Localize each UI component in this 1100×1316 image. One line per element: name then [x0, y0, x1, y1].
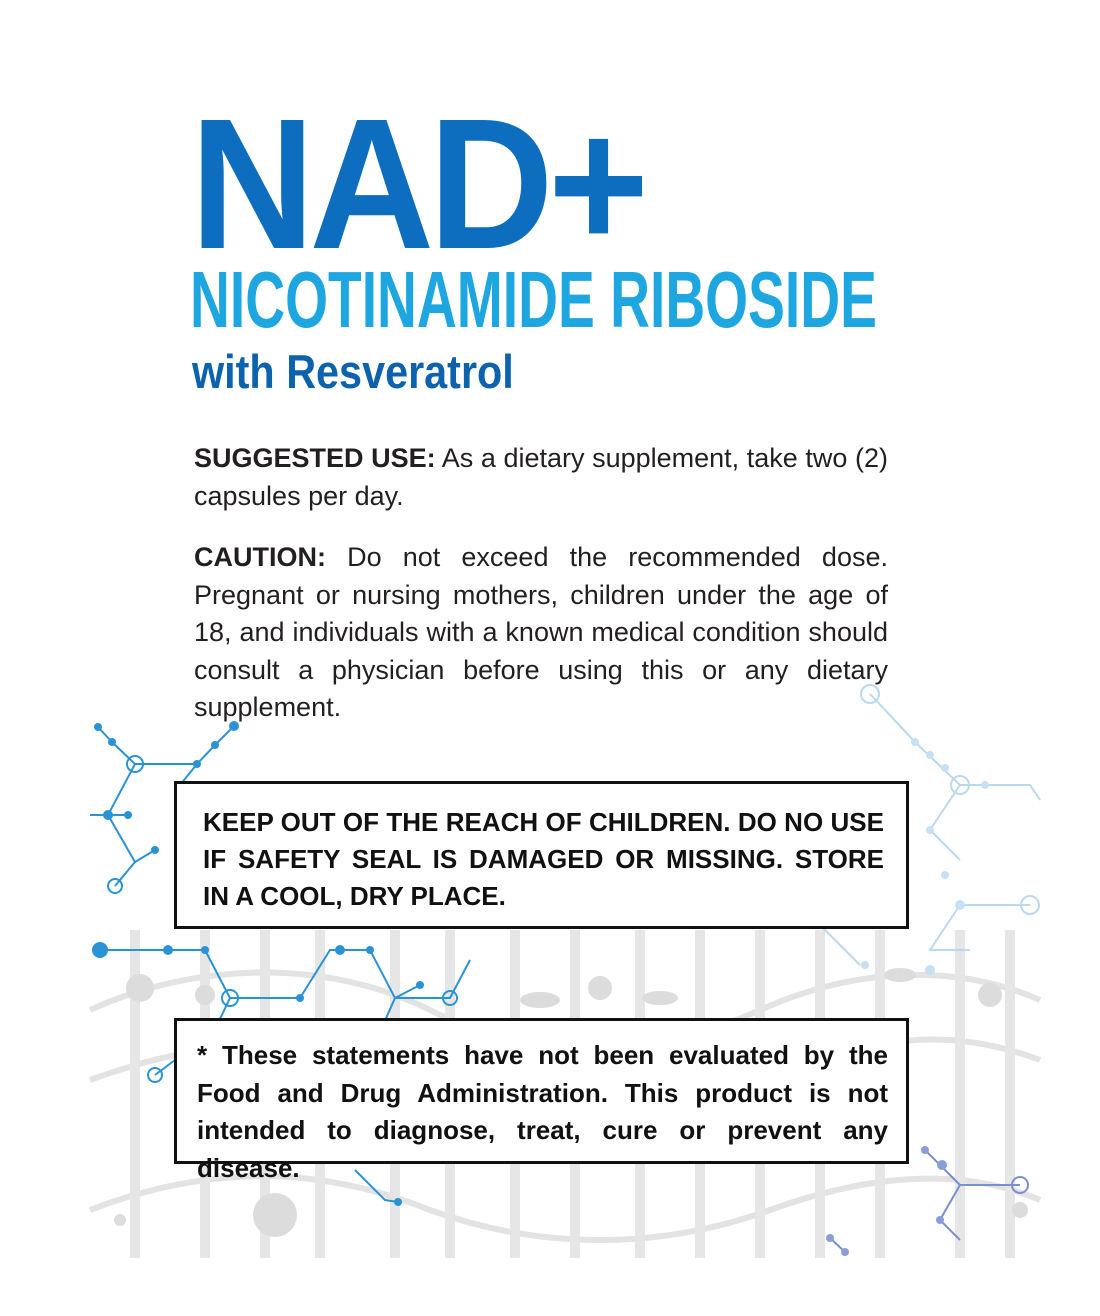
caution-paragraph: [194, 539, 888, 727]
child-safety-warning-text: KEEP OUT OF THE REACH OF CHILDREN. DO NO USE IF SAFETY SEAL IS DAMAGED OR MISSING. STORE IN A COOL, DRY PLACE.: [203, 807, 884, 911]
caution-text: Do not exceed the recommended dose. Pregnant or nursing mothers, children under the age of 18, and individuals with a known medical condition should consult a physician before using this or any dietary supplement.: [194, 542, 888, 722]
suggested-use-label: SUGGESTED USE:: [194, 443, 436, 473]
child-safety-warning-box: [174, 781, 909, 929]
suggested-use-paragraph: [194, 440, 888, 515]
caution-label: CAUTION:: [194, 542, 326, 572]
brand-header: [190, 81, 910, 398]
product-title: NAD+: [190, 81, 644, 288]
fda-disclaimer-text: * These statements have not been evaluated by the Food and Drug Administration. This product is not intended to diagnose, treat, cure or prevent any disease.: [197, 1040, 888, 1183]
fda-disclaimer-box: [174, 1018, 909, 1183]
suggested-use-text: As a dietary supplement, take two (2) capsules per day.: [194, 443, 888, 511]
product-subtitle: NICOTINAMIDE RIBOSIDE: [190, 255, 877, 344]
product-tagline: with Resveratrol: [192, 345, 514, 398]
